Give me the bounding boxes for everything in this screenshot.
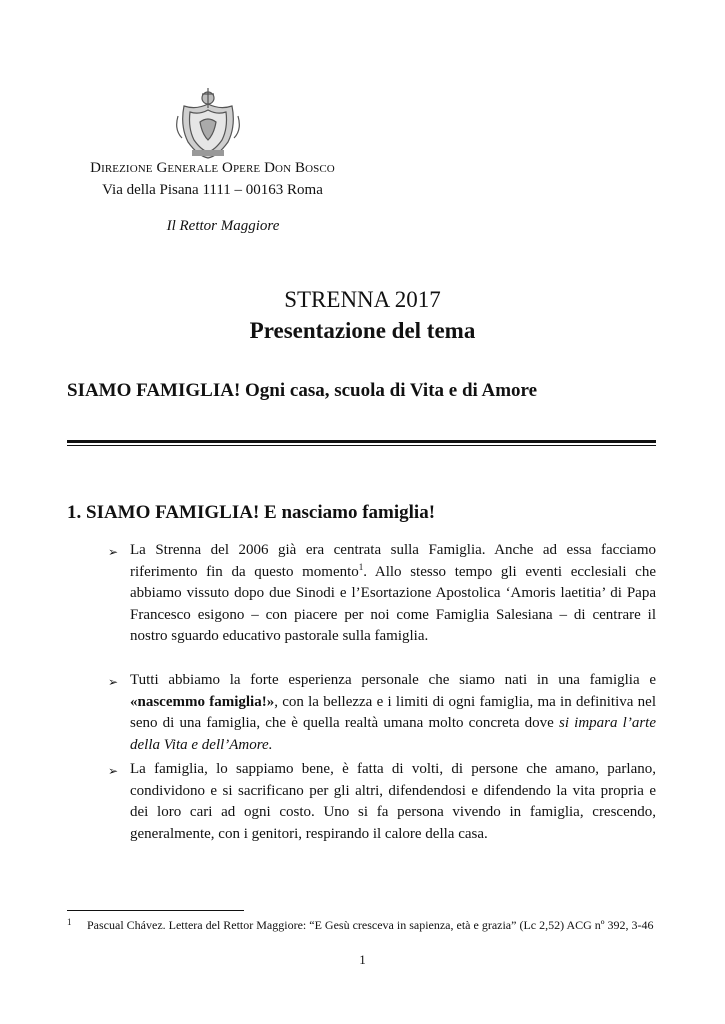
page-number: 1 (359, 952, 366, 967)
document-title: STRENNA 2017 (284, 287, 441, 312)
divider-thick (67, 440, 656, 443)
organization-name: Direzione Generale Opere Don Bosco (90, 160, 335, 176)
arrow-bullet-icon: ➢ (108, 764, 119, 778)
paragraph-1: La Strenna del 2006 già era centrata sulla Famiglia. Anche ad essa facciamo riferimento fin da questo momento$^1$. Allo stesso tempo gli eventi ecclesiali che abbiamo vissuto dopo due Sinodi e l’Esortazione Apostolica ‘Amoris laetitia’ di Papa Francesco esigono – con piacere per noi come Famiglia Salesiana – di centrare il nostro sguardo educativo pastorale sulla famiglia. (130, 542, 656, 644)
footnote-reference[interactable]: 1 (358, 561, 364, 572)
organization-address: Via della Pisana 1111 – 00163 Roma (102, 182, 323, 198)
salesian-seal-icon (174, 86, 242, 160)
paragraph-2: Tutti abbiamo la forte esperienza personale che siamo nati in una famiglia e «nascemmo famiglia!», con la bellezza e i limiti di ogni famiglia, ma in definitiva nel seno di una famiglia, che è quella realtà umana molto concreta dove si impara l’arte della Vita e dell’Amore. (130, 672, 656, 753)
author-role: Il Rettor Maggiore (166, 218, 280, 234)
arrow-bullet-icon: ➢ (108, 545, 119, 559)
section-heading: 1. SIAMO FAMIGLIA! E nasciamo famiglia! (67, 502, 436, 523)
document-subtitle: Presentazione del tema (249, 318, 476, 343)
theme-heading: SIAMO FAMIGLIA! Ogni casa, scuola di Vita e di Amore (67, 380, 538, 401)
footnote-marker: 1 (67, 917, 72, 927)
footnote-divider (67, 910, 244, 911)
divider-thin (67, 445, 656, 446)
arrow-bullet-icon: ➢ (108, 675, 119, 689)
footnote-text: Pascual Chávez. Lettera del Rettor Maggiore: “E Gesù cresceva in sapienza, età e grazia” (Lc 2,52) ACG nº 392, 3-46 (87, 918, 654, 932)
paragraph-3: La famiglia, lo sappiamo bene, è fatta di volti, di persone che amano, parlano, condividono e si sacrificano per gli altri, difendendosi e difendendo la vita propria e dei loro cari ad ogni costo. Uno si fa persona vivendo in famiglia, crescendo, generalmente, con i genitori, respirando il calore della casa. (130, 761, 656, 842)
